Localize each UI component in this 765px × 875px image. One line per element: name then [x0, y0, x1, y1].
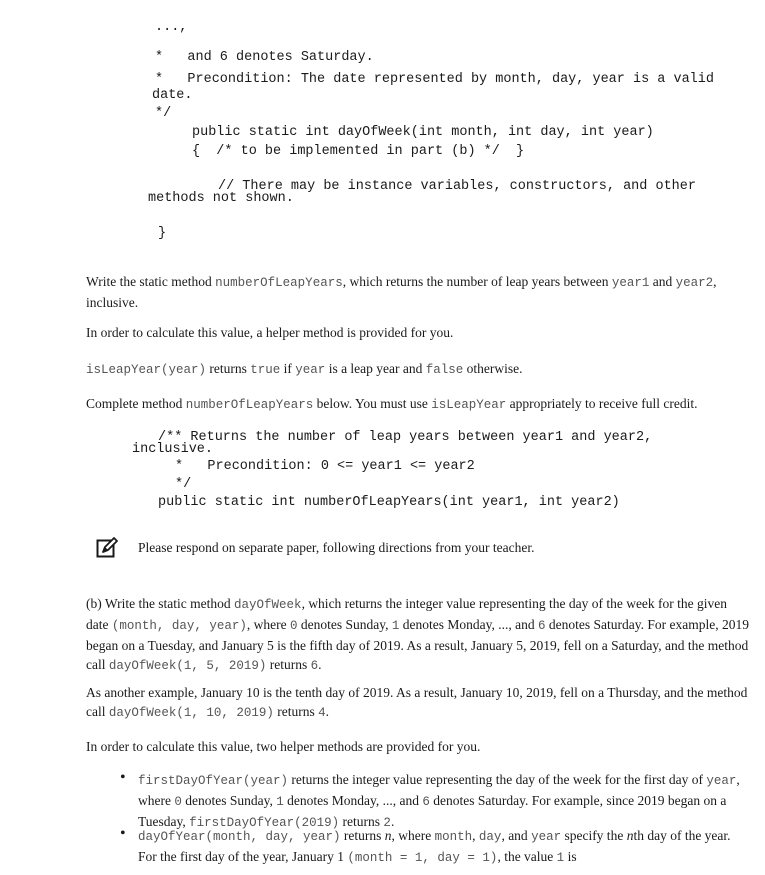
code-line: ...,	[155, 20, 188, 35]
code-line: methods not shown.	[148, 191, 294, 206]
code-line: * Precondition: The date represented by month, day, year is a valid	[155, 72, 714, 87]
paragraph-helpers-intro: In order to calculate this value, two helper methods are provided for you.	[86, 739, 481, 754]
paragraph-helper-intro: In order to calculate this value, a helper method is provided for you.	[86, 325, 454, 340]
code-line: public static int dayOfWeek(int month, int day, int year)	[192, 125, 654, 140]
bullet-firstdayofyear: firstDayOfYear(year) returns the integer value representing the day of the week for the first day of year, where 0 denotes Sunday, 1 denotes Monday, ..., and 6 denotes Saturday. For example, since 2019 began on a Tuesday, firstDayOfYear(2019) returns 2.	[138, 772, 740, 830]
code-line: inclusive.	[132, 442, 214, 457]
code-line: public static int numberOfLeapYears(int year1, int year2)	[158, 495, 620, 510]
bullet-icon: •	[120, 769, 126, 786]
code-line: */	[155, 106, 172, 121]
paragraph-dayofweek-intro: (b) Write the static method dayOfWeek, which returns the integer value representing the day of the week for the given date (month, day, year), where 0 denotes Sunday, 1 denotes Monday, ..., and 6 denotes Saturday. For example, 2019 began on a Tuesday, and January 5 is the fifth day of 2019. As a result, January 5, 2019, fell on a Saturday, and the method call dayOfWeek(1, 5, 2019) returns 6.	[86, 596, 750, 673]
bullet-dayofyear: dayOfYear(month, day, year) returns n, where month, day, and year specify the nth day of the year. For the first day of the year, January 1 (month = 1, day = 1), the value 1 is	[138, 828, 731, 865]
code-line: }	[158, 226, 167, 241]
code-line: */	[175, 477, 192, 492]
paragraph-numberofleapyears-intro: Write the static method numberOfLeapYears, which returns the number of leap years between year1 and year2, inclusive.	[86, 274, 717, 310]
paragraph-complete-method: Complete method numberOfLeapYears below. You must use isLeapYear appropriately to receive full credit.	[86, 396, 698, 412]
respond-instruction: Please respond on separate paper, following directions from your teacher.	[138, 540, 535, 555]
code-line: // There may be instance variables, constructors, and other	[218, 179, 696, 194]
code-line: { /* to be implemented in part (b) */ }	[192, 144, 525, 159]
code-line: * Precondition: 0 <= year1 <= year2	[175, 459, 475, 474]
code-line: * and 6 denotes Saturday.	[155, 50, 374, 65]
code-line: /** Returns the number of leap years between year1 and year2,	[158, 430, 653, 445]
bullet-icon: •	[120, 825, 126, 842]
code-line: date.	[152, 88, 193, 103]
paragraph-dayofweek-example: As another example, January 10 is the tenth day of 2019. As a result, January 10, 2019, fell on a Thursday, and the method call dayOfWeek(1, 10, 2019) returns 4.	[86, 685, 748, 720]
edit-icon	[96, 537, 118, 559]
paragraph-isleapyear: isLeapYear(year) returns true if year is a leap year and false otherwise.	[86, 361, 523, 377]
